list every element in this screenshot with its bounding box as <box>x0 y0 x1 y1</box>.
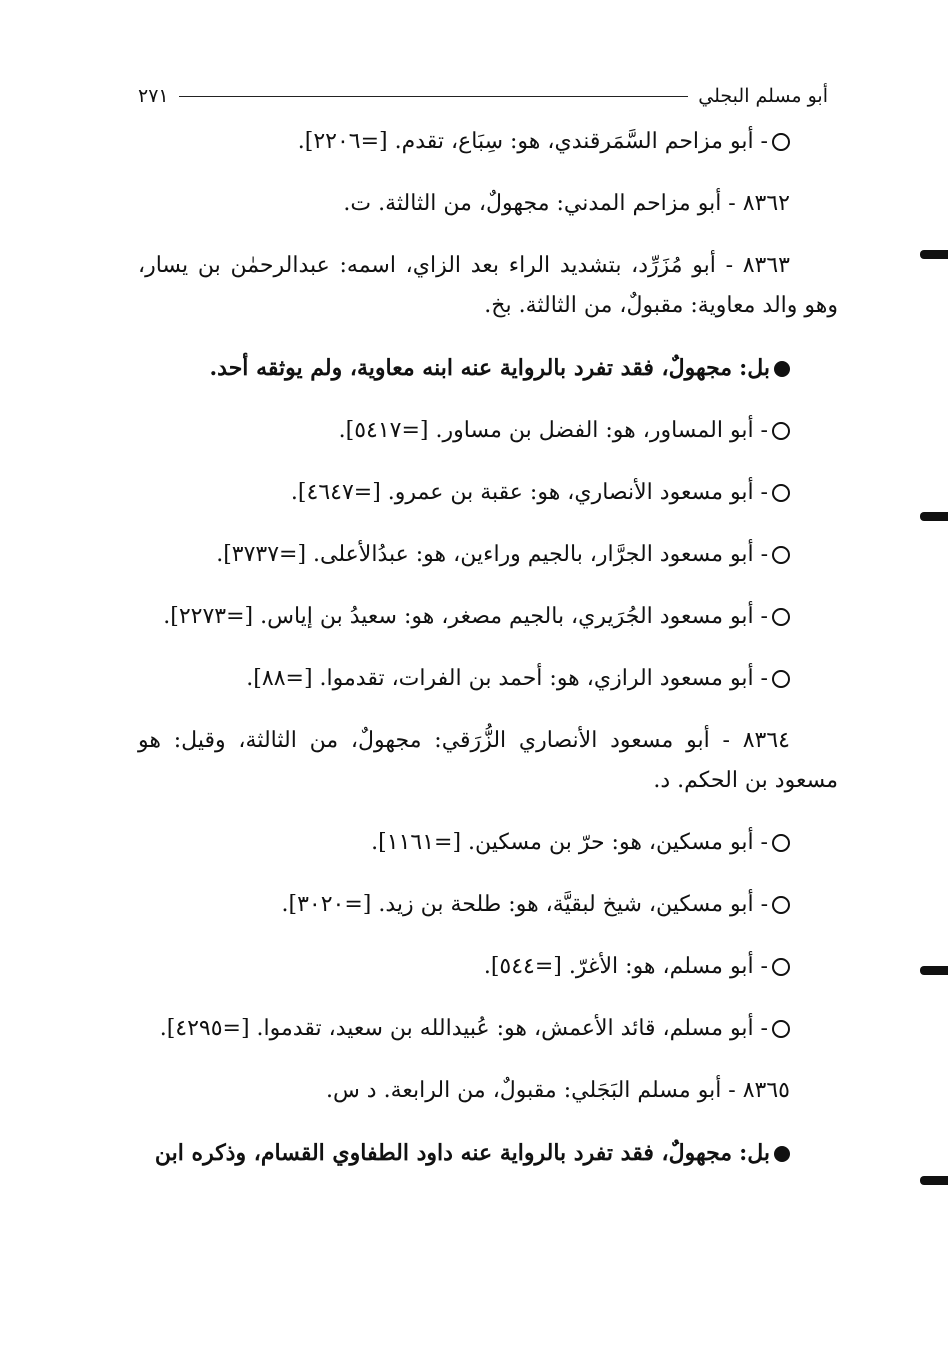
entry-text: مجهولٌ، فقد تفرد بالرواية عنه داود الطفاوي القسام، وذكره ابن <box>154 1140 733 1166</box>
header-rule <box>179 96 689 97</box>
entry-text: ٨٣٦٥ - أبو مسلم البَجَلي: مقبولٌ، من الرابعة. د س. <box>325 1078 790 1103</box>
cross-reference-entry <box>138 823 838 863</box>
cross-reference-entry <box>138 122 838 162</box>
entry-text: - أبو مسعود الجُرَيري، بالجيم مصغر، هو: سعيدُ بن إياس. [=٢٢٧٣]. <box>163 604 768 629</box>
cross-reference-entry <box>138 535 838 575</box>
note-label: بل: <box>739 1140 770 1166</box>
running-header <box>138 82 828 110</box>
editor-note-entry <box>138 1133 838 1174</box>
numbered-entry <box>138 721 838 801</box>
margin-tab-marker <box>920 512 948 521</box>
editor-note-entry <box>138 348 838 389</box>
entry-text: - أبو مسلم، قائد الأعمش، هو: عُبيدالله بن سعيد، تقدموا. [=٤٢٩٥]. <box>159 1016 768 1041</box>
entry-text: - أبو المساور، هو: الفضل بن مساور. [=٥٤١٧]. <box>338 418 768 443</box>
margin-tab-marker <box>920 250 948 259</box>
entry-text: - أبو مسكين، هو: حرّ بن مسكين. [=١١٦١]. <box>371 830 768 855</box>
cross-reference-entry <box>138 473 838 513</box>
circle-marker-icon <box>772 422 790 440</box>
page-number: ٢٧١ <box>138 85 169 107</box>
circle-marker-icon <box>772 834 790 852</box>
numbered-entry <box>138 184 838 224</box>
bullet-marker-icon <box>774 1146 790 1162</box>
entry-text: - أبو مسكين، شيخ لبقيَّة، هو: طلحة بن زيد. [=٣٠٢٠]. <box>281 892 768 917</box>
circle-marker-icon <box>772 670 790 688</box>
circle-marker-icon <box>772 896 790 914</box>
circle-marker-icon <box>772 484 790 502</box>
entry-text: ٨٣٦٤ - أبو مسعود الأنصاري الزُّرَقي: مجهولٌ، من الثالثة، وقيل: هو مسعود بن الحكم. د. <box>138 728 838 793</box>
margin-tab-marker <box>920 966 948 975</box>
entry-text: - أبو مسعود الجرَّار، بالجيم وراءين، هو: عبدُالأعلى. [=٣٧٣٧]. <box>216 542 768 567</box>
circle-marker-icon <box>772 958 790 976</box>
entry-text: مجهولٌ، فقد تفرد بالرواية عنه ابنه معاوية، ولم يوثقه أحد. <box>209 355 733 381</box>
margin-tab-marker <box>920 1176 948 1185</box>
entry-text: - أبو مسعود الرازي، هو: أحمد بن الفرات، تقدموا. [=٨٨]. <box>246 666 768 691</box>
entry-text: ٨٣٦٢ - أبو مزاحم المدني: مجهولٌ، من الثالثة. ت. <box>343 191 790 216</box>
numbered-entry <box>138 1071 838 1111</box>
cross-reference-entry <box>138 947 838 987</box>
entry-text: - أبو مسعود الأنصاري، هو: عقبة بن عمرو. [=٤٦٤٧]. <box>290 480 768 505</box>
entry-text: ٨٣٦٣ - أبو مُزَرِّد، بتشديد الراء بعد الزاي، اسمه: عبدالرحمٰن بن يسار، وهو والد معاوية: مقبولٌ، من الثالثة. بخ. <box>138 253 838 318</box>
note-label: بل: <box>739 355 770 381</box>
circle-marker-icon <box>772 608 790 626</box>
circle-marker-icon <box>772 1020 790 1038</box>
cross-reference-entry <box>138 597 838 637</box>
cross-reference-entry <box>138 659 838 699</box>
cross-reference-entry <box>138 1009 838 1049</box>
cross-reference-entry <box>138 411 838 451</box>
circle-marker-icon <box>772 546 790 564</box>
circle-marker-icon <box>772 133 790 151</box>
numbered-entry <box>138 246 838 326</box>
cross-reference-entry <box>138 885 838 925</box>
entry-text: - أبو مسلم، هو: الأغرّ. [=٥٤٤]. <box>483 954 768 979</box>
entry-text: - أبو مزاحم السَّمَرقندي، هو: سِبَاع، تقدم. [=٢٢٠٦]. <box>297 129 768 154</box>
bullet-marker-icon <box>774 361 790 377</box>
header-title: أبو مسلم البجلي <box>698 85 828 107</box>
page-body <box>138 122 838 1196</box>
